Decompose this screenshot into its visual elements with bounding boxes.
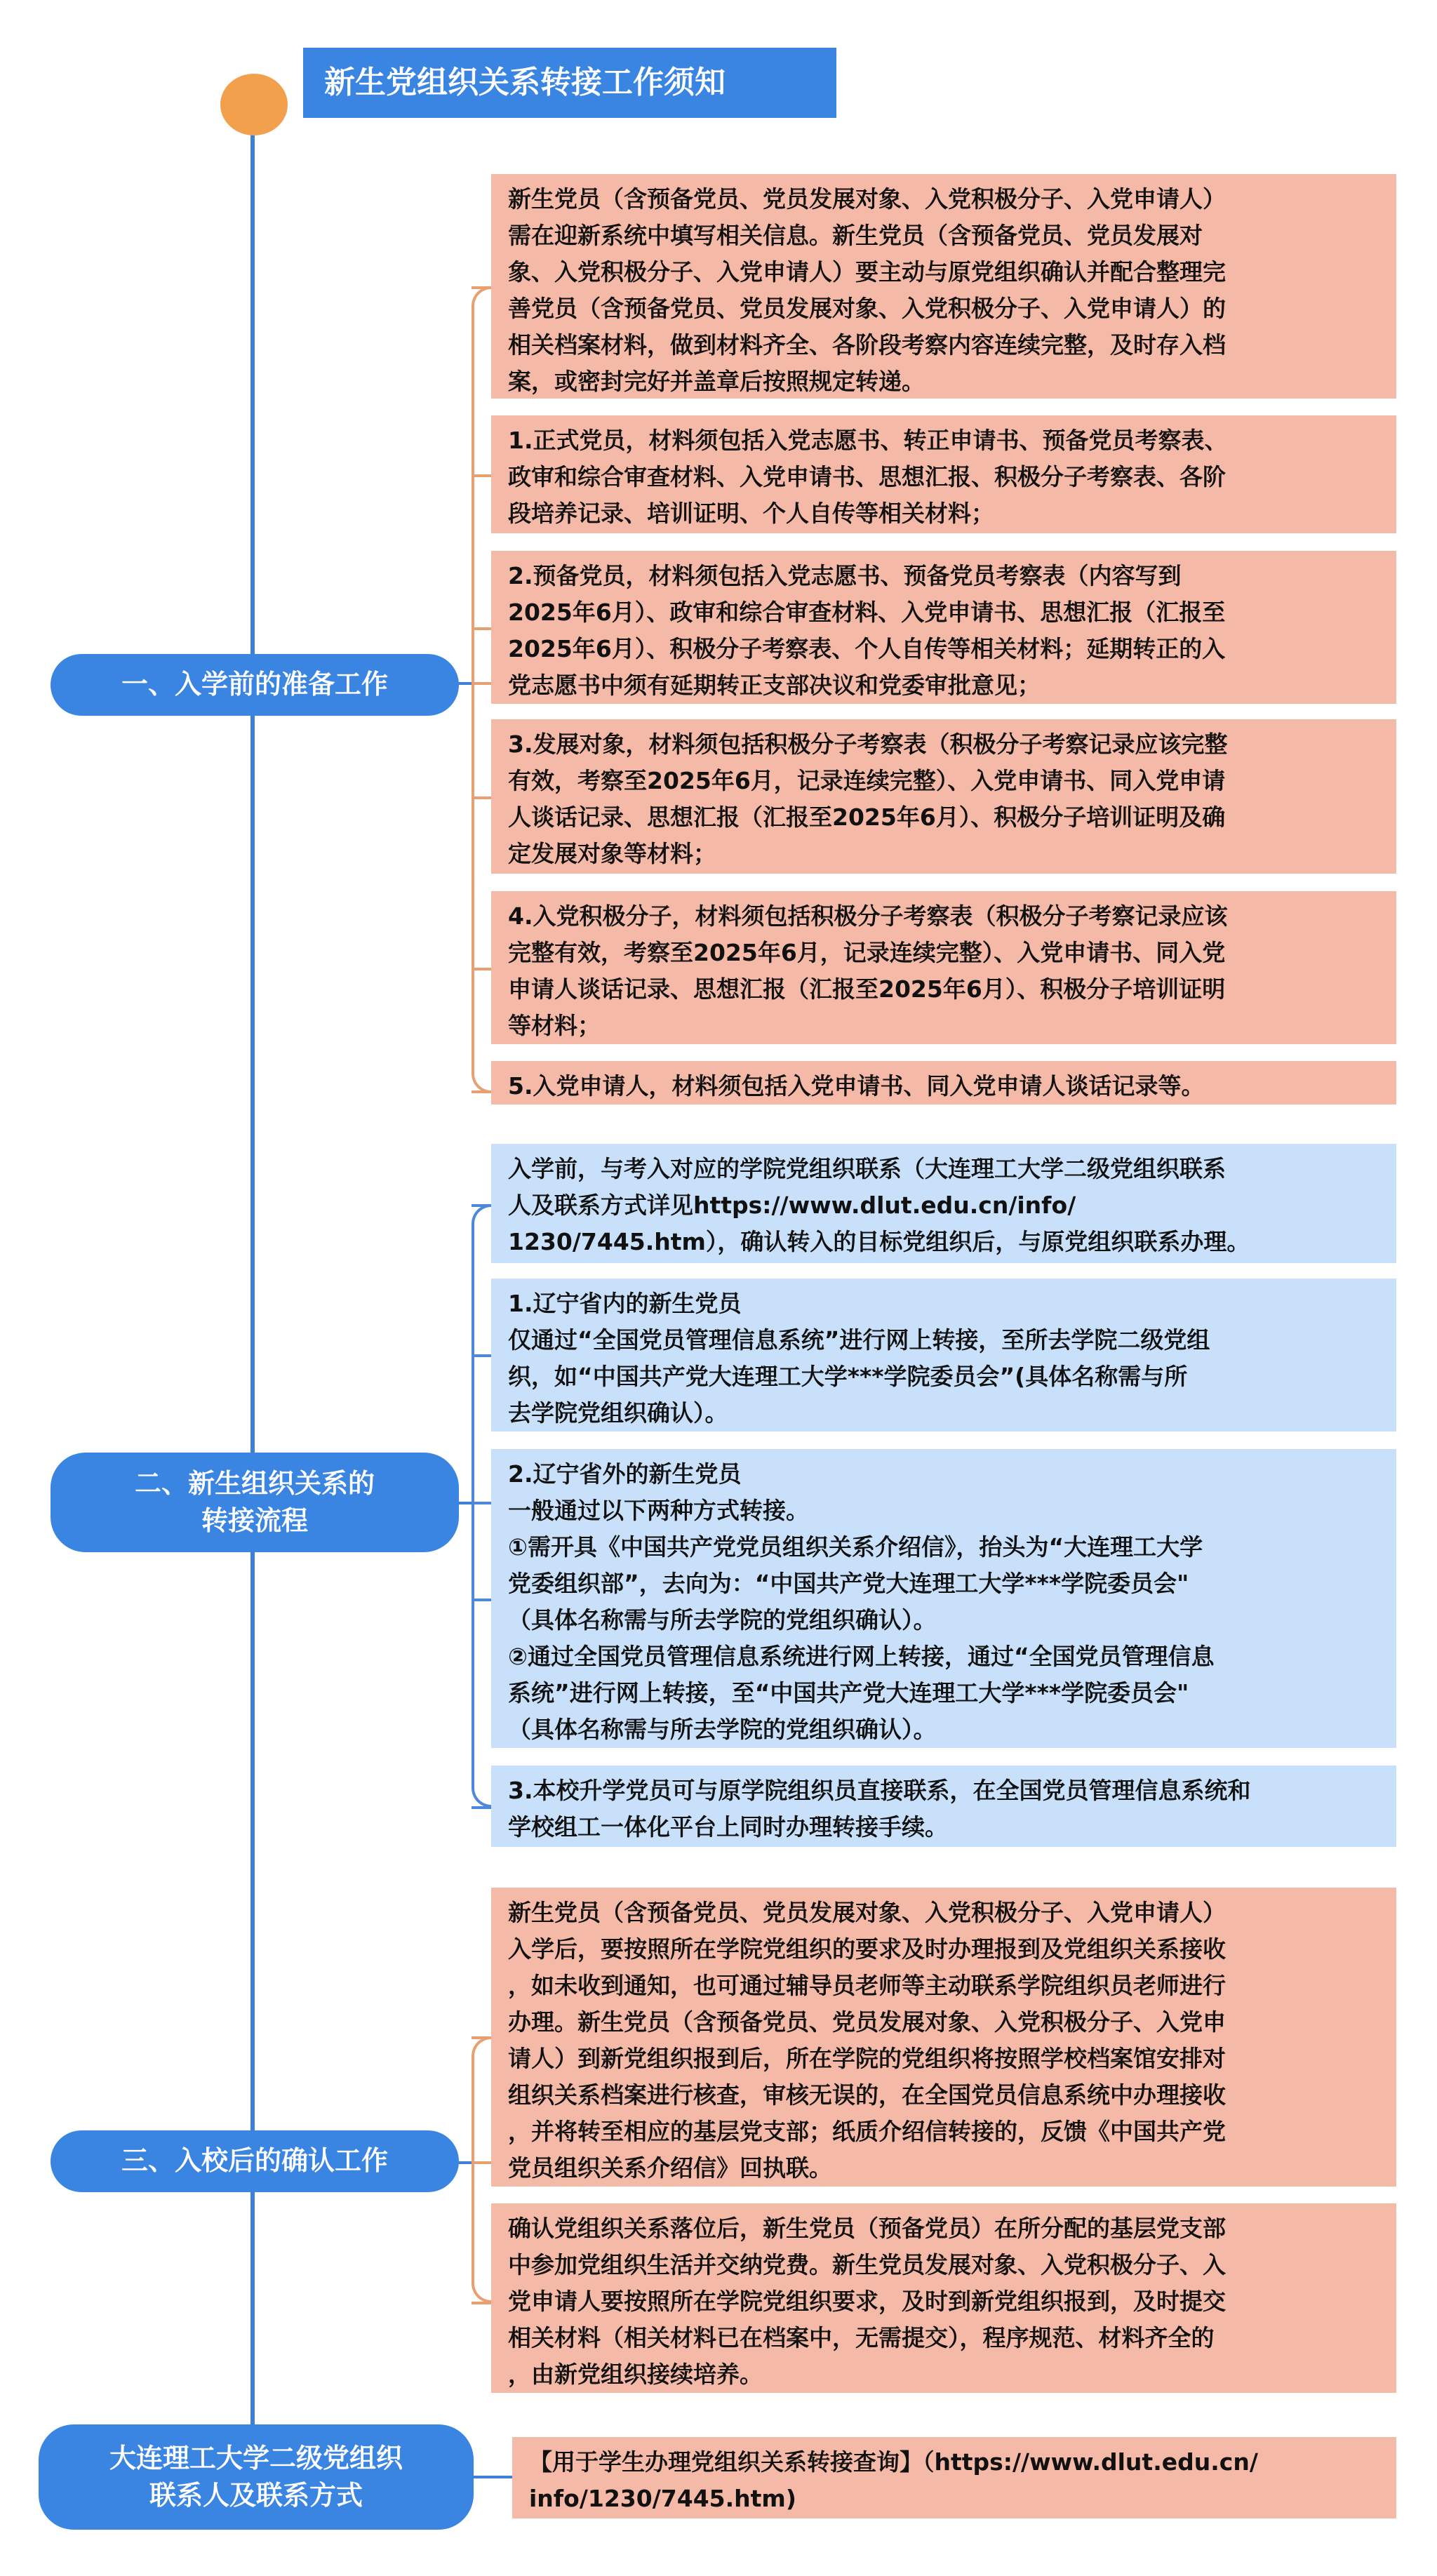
section-1-item: 2.预备党员，材料须包括入党志愿书、预备党员考察表（内容写到 2025年6月）、政审和综合审查材料、入党申请书、思想汇报（汇报至 2025年6月）、积极分子考察表、个人自传等相关材料；延期转正的入 党志愿书中须有延期转正支部决议和党委审批意见； (491, 551, 1396, 704)
contact-link-box[interactable]: 【用于学生办理党组织关系转接查询】（https://www.dlut.edu.cn/ info/1230/7445.htm) (512, 2437, 1396, 2518)
section-2-item: 1.辽宁省内的新生党员 仅通过“全国党员管理信息系统”进行网上转接，至所去学院二级党组 织，如“中国共产党大连理工大学***学院委员会”(具体名称需与所 去学院党组织确认）。 (491, 1279, 1396, 1432)
bracket-tick (472, 2302, 491, 2304)
bracket-tick (472, 627, 491, 630)
section-1-bracket (472, 286, 491, 1093)
bracket-tick (472, 1354, 491, 1357)
section-2-bracket (472, 1204, 491, 1808)
section-1-item: 4.入党积极分子，材料须包括积极分子考察表（积极分子考察记录应该 完整有效，考察至2025年6月，记录连续完整）、入党申请书、同入党 申请人谈话记录、思想汇报（汇报至2025年6月）、积极分子培训证明 等材料； (491, 891, 1396, 1044)
section-3-item: 确认党组织关系落位后，新生党员（预备党员）在所分配的基层党支部 中参加党组织生活并交纳党费。新生党员发展对象、入党积极分子、入 党申请人要按照所在学院党组织要求，及时到新党组织报到，及时提交 相关材料（相关材料已在档案中，无需提交），程序规范、材料齐全的 ，由新党组织接续培养。 (491, 2203, 1396, 2393)
section-1-label: 一、入学前的准备工作 (51, 654, 459, 716)
bracket-tick (472, 1599, 491, 1601)
section-3-label: 三、入校后的确认工作 (51, 2130, 459, 2192)
section-2-bracket-tick (472, 1502, 491, 1504)
section-4-label: 大连理工大学二级党组织 联系人及联系方式 (39, 2424, 474, 2530)
section-3-bracket-tick (472, 2161, 491, 2164)
section-1-bracket-tick (472, 682, 491, 685)
section-2-item: 2.辽宁省外的新生党员 一般通过以下两种方式转接。 ①需开具《中国共产党党员组织关系介绍信》，抬头为“大连理工大学 党委组织部”，去向为：“中国共产党大连理工大学***学院委员会" （具体名称需与所去学院的党组织确认）。 ②通过全国党员管理信息系统进行网上转接，通过“全国党员管理信息 系统”进行网上转接，至“中国共产党大连理工大学***学院委员会" （具体名称需与所去学院的党组织确认）。 (491, 1449, 1396, 1748)
section-1-item: 新生党员（含预备党员、党员发展对象、入党积极分子、入党申请人） 需在迎新系统中填写相关信息。新生党员（含预备党员、党员发展对 象、入党积极分子、入党申请人）要主动与原党组织确认并配合整理完 善党员（含预备党员、党员发展对象、入党积极分子、入党申请人）的 相关档案材料，做到材料齐全、各阶段考察内容连续完整，及时存入档 案，或密封完好并盖章后按照规定转递。 (491, 174, 1396, 399)
page-title: 新生党组织关系转接工作须知 (303, 48, 836, 118)
section-3-bracket (472, 2036, 491, 2303)
bracket-tick (472, 1806, 491, 1809)
bracket-tick (472, 2036, 491, 2039)
section-2-label: 二、新生组织关系的 转接流程 (51, 1453, 459, 1552)
bracket-tick (472, 474, 491, 477)
bracket-tick (472, 796, 491, 799)
section-1-item: 1.正式党员，材料须包括入党志愿书、转正申请书、预备党员考察表、 政审和综合审查材料、入党申请书、思想汇报、积极分子考察表、各阶 段培养记录、培训证明、个人自传等相关材料； (491, 415, 1396, 533)
timeline-spine (250, 102, 255, 2438)
bracket-tick (472, 286, 491, 289)
section-1-item: 3.发展对象，材料须包括积极分子考察表（积极分子考察记录应该完整 有效，考察至2025年6月，记录连续完整）、入党申请书、同入党申请 人谈话记录、思想汇报（汇报至2025年6月）、积极分子培训证明及确 定发展对象等材料； (491, 719, 1396, 874)
bracket-tick (472, 968, 491, 970)
bracket-tick (472, 1204, 491, 1207)
section-4-connector (472, 2476, 512, 2478)
section-2-item: 入学前，与考入对应的学院党组织联系（大连理工大学二级党组织联系 人及联系方式详见https://www.dlut.edu.cn/info/ 1230/7445.htm），确认转入的目标党组织后，与原党组织联系办理。 (491, 1144, 1396, 1263)
section-2-item: 3.本校升学党员可与原学院组织员直接联系，在全国党员管理信息系统和 学校组工一体化平台上同时办理转接手续。 (491, 1766, 1396, 1847)
timeline-start-dot (220, 74, 288, 135)
section-3-item: 新生党员（含预备党员、党员发展对象、入党积极分子、入党申请人） 入学后，要按照所在学院党组织的要求及时办理报到及党组织关系接收 ，如未收到通知，也可通过辅导员老师等主动联系学院组织员老师进行 办理。新生党员（含预备党员、党员发展对象、入党积极分子、入党申 请人）到新党组织报到后，所在学院的党组织将按照学校档案馆安排对 组织关系档案进行核查，审核无误的，在全国党员信息系统中办理接收 ，并将转至相应的基层党支部；纸质介绍信转接的，反馈《中国共产党 党员组织关系介绍信》回执联。 (491, 1888, 1396, 2187)
bracket-tick (472, 1090, 491, 1093)
section-1-item: 5.入党申请人，材料须包括入党申请书、同入党申请人谈话记录等。 (491, 1061, 1396, 1105)
